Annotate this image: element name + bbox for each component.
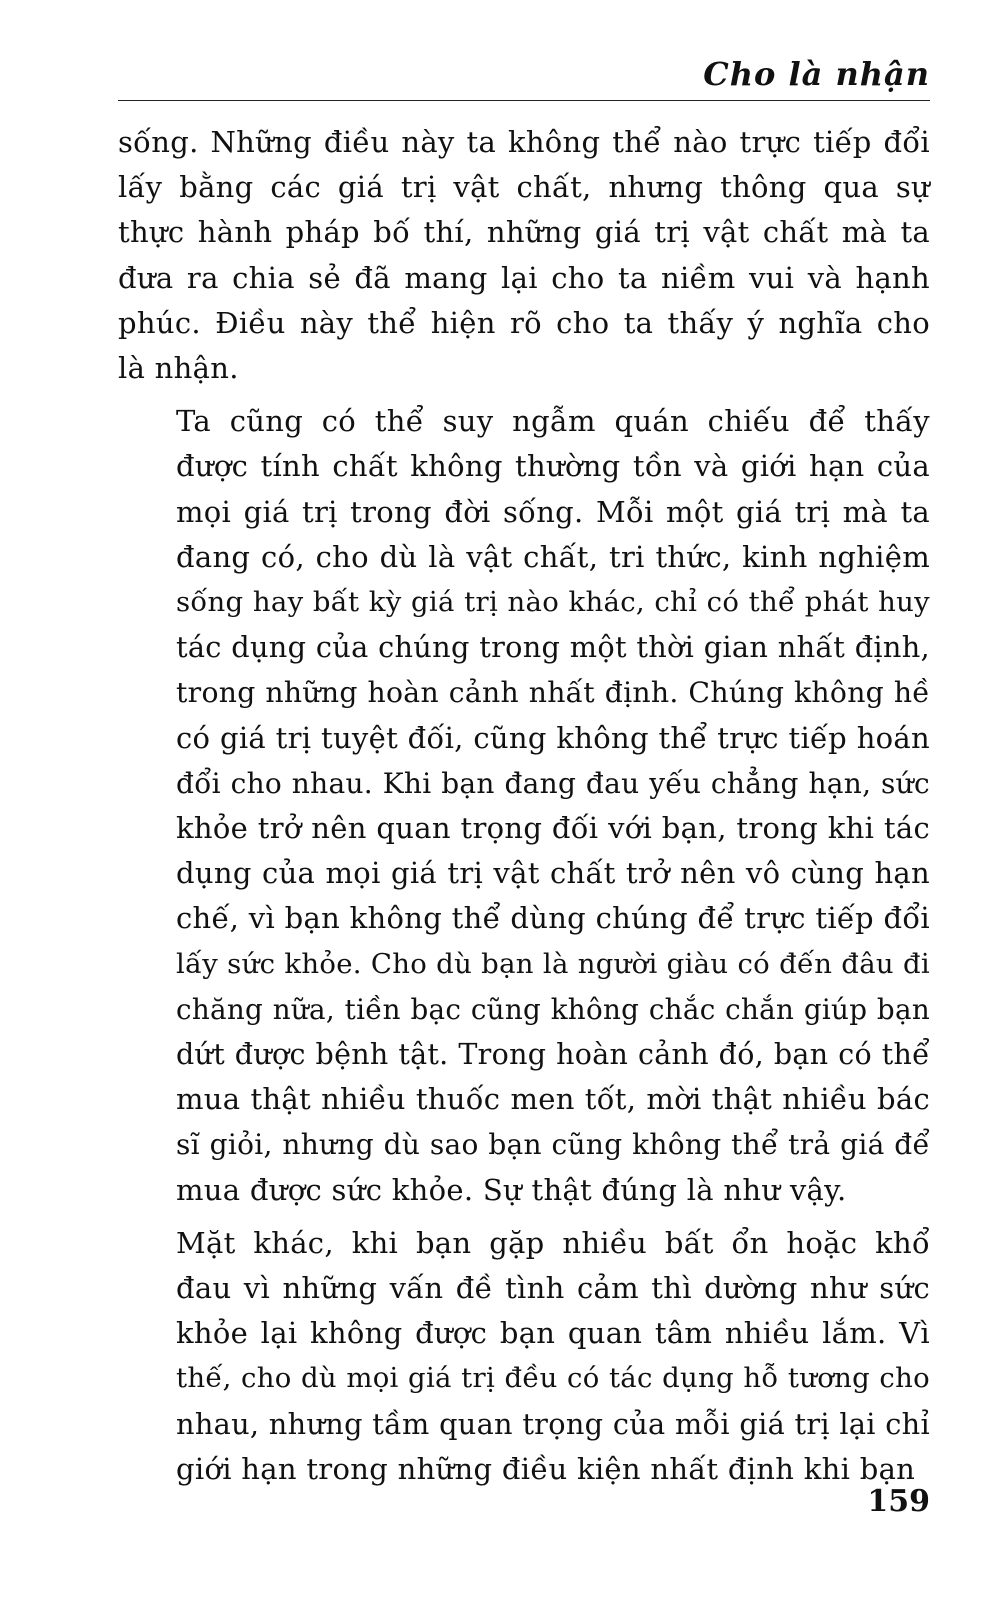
text-line: giới hạn trong những điều kiện nhất định khi bạn: [176, 1451, 916, 1486]
text-line: chế, vì bạn không thể dùng chúng để trực tiếp đổi: [176, 901, 930, 936]
running-title: Cho là nhận: [703, 55, 930, 93]
text-line: lấy bằng các giá trị vật chất, nhưng thông qua sự: [118, 170, 930, 205]
text-line: sống. Những điều này ta không thể nào trực tiếp đổi: [118, 125, 930, 159]
text-line: nhau, nhưng tầm quan trọng của mỗi giá trị lại chỉ: [176, 1406, 930, 1441]
running-header: [118, 52, 930, 101]
text-line: tác dụng của chúng trong một thời gian nhất định,: [176, 630, 930, 665]
text-line: đổi cho nhau. Khi bạn đang đau yếu chẳng hạn, sức: [176, 766, 930, 800]
text-line: khỏe trở nên quan trọng đối với bạn, trong khi tác: [176, 811, 930, 846]
text-line: mọi giá trị trong đời sống. Mỗi một giá trị mà ta: [176, 494, 930, 529]
text-line: trong những hoàn cảnh nhất định. Chúng không hề: [176, 676, 930, 710]
text-line: được tính chất không thường tồn và giới hạn của: [176, 449, 930, 484]
text-line: sống hay bất kỳ giá trị nào khác, chỉ có thể phát huy: [176, 586, 930, 619]
text-line: thực hành pháp bố thí, những giá trị vật chất mà ta: [118, 215, 930, 250]
text-line: đưa ra chia sẻ đã mang lại cho ta niềm vui và hạnh: [118, 260, 930, 295]
body-text: [118, 120, 930, 1492]
text-line: chăng nữa, tiền bạc cũng không chắc chắn giúp bạn: [176, 992, 930, 1026]
text-line: dứt được bệnh tật. Trong hoàn cảnh đó, bạn có thể: [176, 1038, 930, 1072]
paragraph: [118, 120, 930, 391]
text-line: có giá trị tuyệt đối, cũng không thể trực tiếp hoán: [176, 720, 930, 755]
paragraph: [118, 1221, 930, 1492]
text-line: mua được sức khỏe. Sự thật đúng là như vậy.: [176, 1172, 847, 1207]
text-line: Mặt khác, khi bạn gặp nhiều bất ổn hoặc khổ: [176, 1225, 930, 1260]
text-line: lấy sức khỏe. Cho dù bạn là người giàu có đến đâu đi: [176, 947, 930, 980]
text-line: sĩ giỏi, nhưng dù sao bạn cũng không thể trả giá để: [176, 1128, 930, 1162]
text-line: đau vì những vấn đề tình cảm thì dường như sức: [176, 1271, 930, 1306]
text-line: dụng của mọi giá trị vật chất trở nên vô cùng hạn: [176, 856, 930, 891]
text-line: khỏe lại không được bạn quan tâm nhiều lắm. Vì: [176, 1316, 930, 1351]
text-line: phúc. Điều này thể hiện rõ cho ta thấy ý nghĩa cho: [118, 305, 930, 340]
page-number: 159: [867, 1484, 930, 1519]
paragraph: [118, 399, 930, 1213]
text-line: Ta cũng có thể suy ngẫm quán chiếu để thấy: [176, 404, 930, 439]
text-line: đang có, cho dù là vật chất, tri thức, kinh nghiệm: [176, 539, 930, 574]
text-line: mua thật nhiều thuốc men tốt, mời thật nhiều bác: [176, 1082, 930, 1117]
text-line: thế, cho dù mọi giá trị đều có tác dụng hỗ tương cho: [176, 1362, 930, 1395]
text-line: là nhận.: [118, 351, 239, 386]
